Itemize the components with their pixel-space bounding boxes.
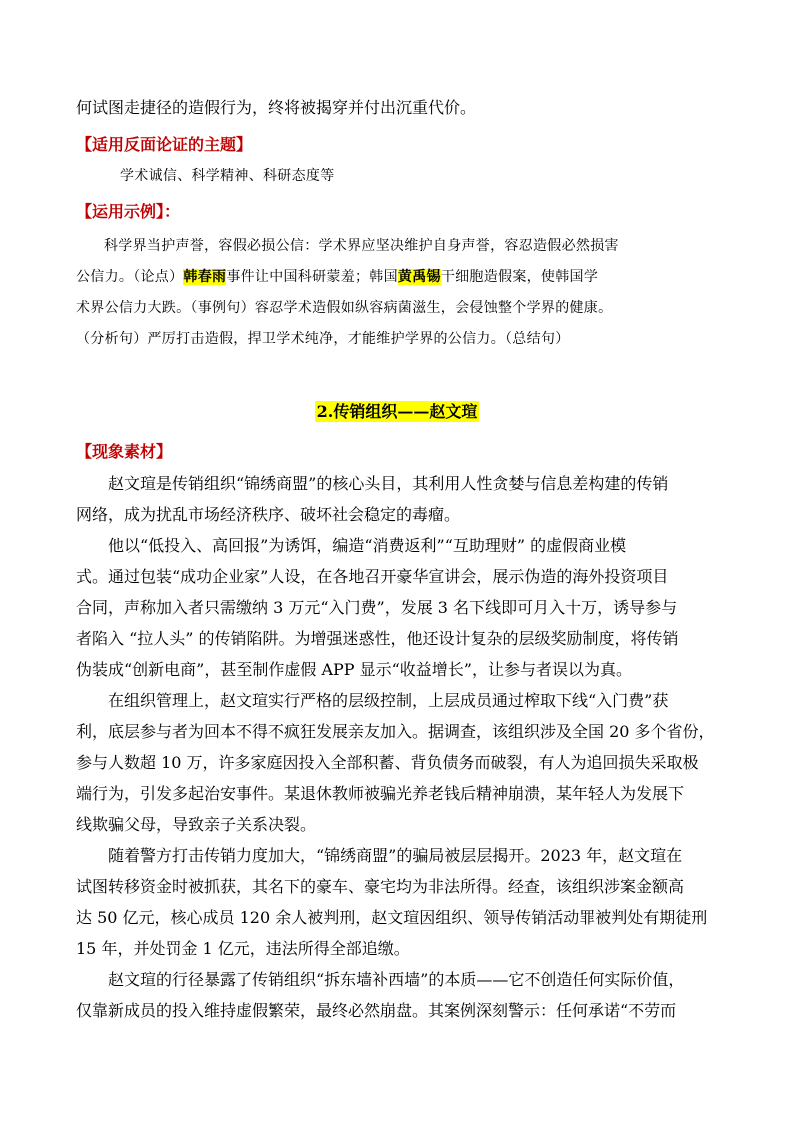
paragraph-line: 合同，声称加入者只需缴纳 3 万元“入门费”，发展 3 名下线即可月入十万，诱导参与 [76,598,678,617]
paragraph-line: 赵文瑄是传销组织“锦绣商盟”的核心头目，其利用人性贪婪与信息差构建的传销 [108,474,669,493]
paragraph-line: 式。通过包装“成功企业家”人设，在各地召开豪华宣讲会，展示伪造的海外投资项目 [76,567,669,586]
example-line: 科学界当护声誉，容假必损公信：学术界应坚决维护自身声誉，容忍造假必然损害 [104,238,619,254]
paragraph-line: 他以“低投入、高回报”为诱饵，编造“消费返利”“互助理财” 的虚假商业模 [108,536,627,555]
example-text: 干细胞造假案，使韩国学 [440,269,599,285]
paragraph-line: 试图转移资金时被抓获，其名下的豪车、豪宅均为非法所得。经查，该组织涉案金额高 [76,877,685,896]
section-title [0,399,794,422]
paragraph-line: 伪装成“创新电商”，甚至制作虚假 APP 显示“收益增长”，让参与者误以为真。 [76,660,632,679]
example-paragraph [76,231,718,355]
paragraph-line: 网络，成为扰乱市场经济秩序、破坏社会稳定的毒瘤。 [76,505,461,524]
paragraph-line: 在组织管理上，赵文瑄实行严格的层级控制，上层成员通过榨取下线“入门费”获 [108,691,669,710]
example-line: 术界公信力大跌。（事例句）容忍学术造假如纵容病菌滋生，会侵蚀整个学界的健康。 [76,300,613,316]
paragraph-line: 端行为，引发多起治安事件。某退休教师被骗光养老钱后精神崩溃，某年轻人为发展下 [76,784,685,803]
example-line: （分析句）严厉打击造假，捍卫学术纯净，才能维护学界的公信力。（总结句） [76,331,570,347]
paragraph-line: 者陷入 “拉人头” 的传销陷阱。为增强迷惑性，他还设计复杂的层级奖励制度，将传销 [76,629,679,648]
highlighted-name: 黄禹锡 [397,269,441,285]
material-heading: 【现象素材】 [76,442,173,461]
paragraph-line: 利，底层参与者为回本不得不疯狂发展亲友加入。据调查，该组织涉及全国 20 多个省份， [76,722,715,741]
example-text: 事件让中国科研蒙羞；韩国 [226,269,398,285]
paragraph-line: 达 50 亿元，核心成员 120 余人被判刑，赵文瑄因组织、领导传销活动罪被判处有期徒刑 [76,908,708,927]
example-line [76,262,718,293]
intro-line: 何试图走捷径的造假行为，终将被揭穿并付出沉重代价。 [76,98,477,117]
paragraph-line: 线欺骗父母，导致亲子关系决裂。 [76,815,317,834]
paragraph-line: 随着警方打击传销力度加大，“锦绣商盟”的骗局被层层揭开。2023 年，赵文瑄在 [108,846,683,865]
reverse-topics: 学术诚信、科学精神、科研态度等 [120,168,335,184]
highlighted-name: 韩春雨 [183,269,227,285]
reverse-argument-heading: 【适用反面论证的主题】 [76,135,253,154]
paragraph-line: 仅靠新成员的投入维持虚假繁荣，最终必然崩盘。其案例深刻警示：任何承诺“不劳而 [76,1001,677,1020]
paragraph-line: 参与人数超 10 万，许多家庭因投入全部积蓄、背负债务而破裂，有人为追回损失采取极 [76,753,699,772]
intro-paragraph [76,92,718,123]
example-text: 公信力。（论点） [76,269,184,285]
section-title-text: 2.传销组织——赵文瑄 [316,402,478,421]
paragraph-line: 15 年，并处罚金 1 亿元，违法所得全部追缴。 [76,939,410,958]
example-heading: 【运用示例】： [76,202,181,221]
material-body [76,468,718,1026]
paragraph-line: 赵文瑄的行径暴露了传销组织“拆东墙补西墙”的本质——它不创造任何实际价值， [108,970,685,989]
